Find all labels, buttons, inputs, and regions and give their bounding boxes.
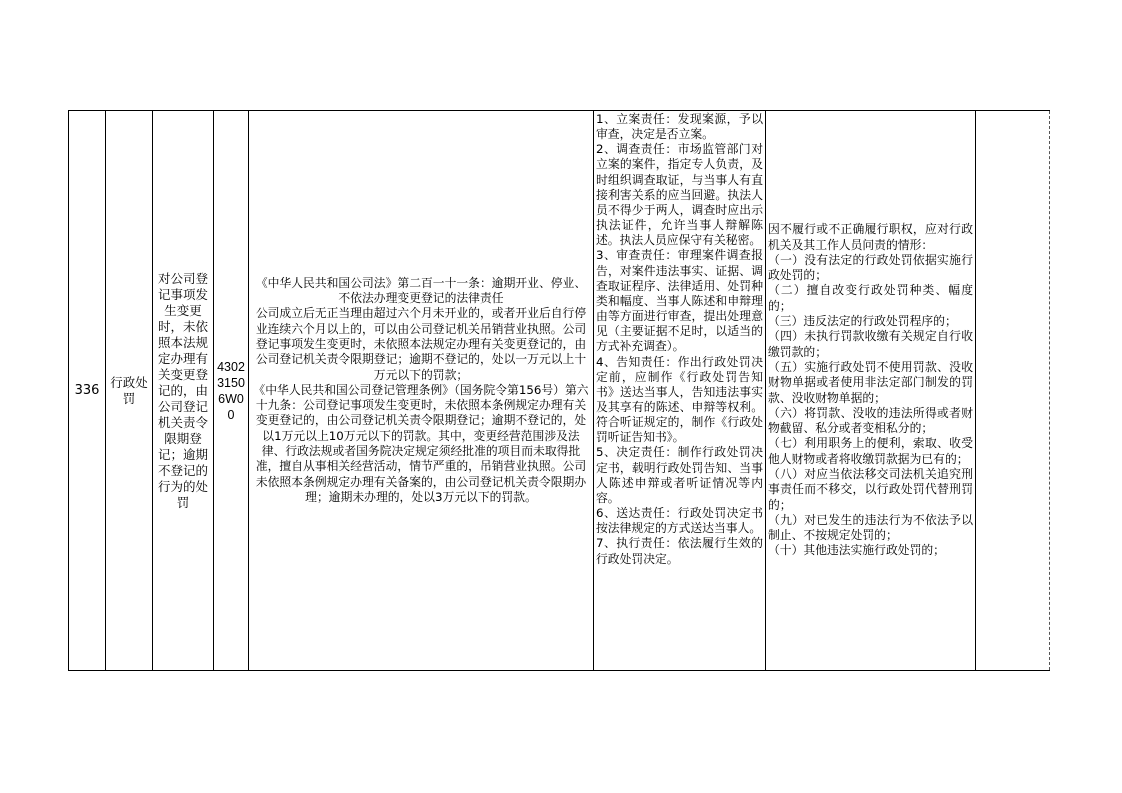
accountability-item: （七）利用职务上的便利，索取、收受他人财物或者将收缴罚款据为已有的； bbox=[768, 436, 973, 466]
accountability-item: （八）对应当依法移交司法机关追究刑事责任而不移交，以行政处罚代替刑罚的； bbox=[768, 466, 973, 512]
power-category: 行政处罚 bbox=[106, 111, 153, 671]
accountability-item: （二）擅自改变行政处罚种类、幅度的； bbox=[768, 283, 973, 313]
responsibility-item: 2、调查责任：市场监管部门对立案的案件，指定专人负责，及时组织调查取证，与当事人有直接利害关系的应当回避。执法人员不得少于两人，调查时应出示执法证件，允许当事人辩解陈述。执法人员应保守有关秘密。 bbox=[596, 142, 763, 248]
responsibility-item: 7、执行责任：依法履行生效的行政处罚决定。 bbox=[596, 536, 763, 566]
accountability-item: （一）没有法定的行政处罚依据实施行政处罚的； bbox=[768, 252, 973, 283]
accountability-item: （十）其他违法实施行政处罚的； bbox=[768, 543, 945, 558]
power-list-table bbox=[68, 110, 1050, 671]
legal-basis-paragraph: 公司成立后无正当理由超过六个月未开业的，或者开业后自行停业连续六个月以上的，可以由公司登记机关吊销营业执照。公司登记事项发生变更时，未依照本法规定办理有关变更登记的，由公司登记机关责令限期登记；逾期不登记的，处以一万元以上十万元以下的罚款； bbox=[255, 306, 587, 382]
legal-basis-paragraph: 《中华人民共和国公司登记管理条例》（国务院令第156号）第六十九条：公司登记事项发生变更时，未依照本条例规定办理有关变更登记的，由公司登记机关责令限期登记；逾期不登记的，处以1万元以上10万元以下的罚款。其中，变更经营范围涉及法律、行政法规或者国务院决定规定须经批准的项目而未取得批准，擅自从事相关经营活动，情节严重的，吊销营业执照。公司未依照本条例规定办理有关备案的，由公司登记机关责令限期办理；逾期未办理的，处以3万元以下的罚款。 bbox=[253, 382, 589, 504]
accountability-item: （六）将罚款、没收的违法所得或者财物截留、私分或者变相私分的； bbox=[768, 405, 973, 436]
accountability-item: （九）对已发生的违法行为不依法予以制止、不按规定处罚的； bbox=[768, 512, 973, 543]
responsibility-item: 5、决定责任：制作行政处罚决定书，载明行政处罚告知、当事人陈述申辩或者听证情况等内容。 bbox=[596, 445, 763, 505]
responsibility-item: 6、送达责任：行政处罚决定书按法律规定的方式送达当事人。 bbox=[596, 506, 763, 536]
remarks-cell bbox=[976, 111, 1050, 671]
row-number: 336 bbox=[69, 111, 106, 671]
legal-basis bbox=[249, 111, 594, 671]
responsibility-item: 1、立案责任：发现案源，予以审查，决定是否立案。 bbox=[596, 112, 763, 142]
accountability-intro: 因不履行或不正确履行职权，应对行政机关及其工作人员问责的情形： bbox=[768, 222, 973, 252]
responsibility-item: 3、审查责任：审理案件调查报告，对案件违法事实、证据、调查取证程序、法律适用、处罚种类和幅度、当事人陈述和申辩理由等方面进行审查，提出处理意见（主要证据不足时，以适当的方式补充调查）。 bbox=[596, 248, 763, 354]
legal-basis-paragraph: 《中华人民共和国公司法》第二百一十一条：逾期开业、停业、不依法办理变更登记的法律责任 bbox=[255, 275, 587, 306]
responsibility-items bbox=[594, 111, 766, 671]
table-row bbox=[69, 111, 1050, 671]
accountability-cases bbox=[766, 111, 976, 671]
power-item-name: 对公司登记事项发生变更时，未依照本法规定办理有关变更登记的，由公司登记机关责令限期登记；逾期不登记的行为的处罚 bbox=[153, 111, 214, 671]
responsibility-item: 4、告知责任：作出行政处罚决定前，应制作《行政处罚告知书》送达当事人，告知违法事实及其享有的陈述、申辩等权利。符合听证规定的，制作《行政处罚听证告知书》。 bbox=[596, 354, 763, 445]
accountability-item: （四）未执行罚款收缴有关规定自行收缴罚款的； bbox=[768, 329, 973, 359]
accountability-item: （三）违反法定的行政处罚程序的； bbox=[768, 314, 957, 329]
power-code: 43023150 6W00 bbox=[214, 111, 249, 671]
accountability-item: （五）实施行政处罚不使用罚款、没收财物单据或者使用非法定部门制发的罚款、没收财物单据的； bbox=[768, 359, 973, 405]
